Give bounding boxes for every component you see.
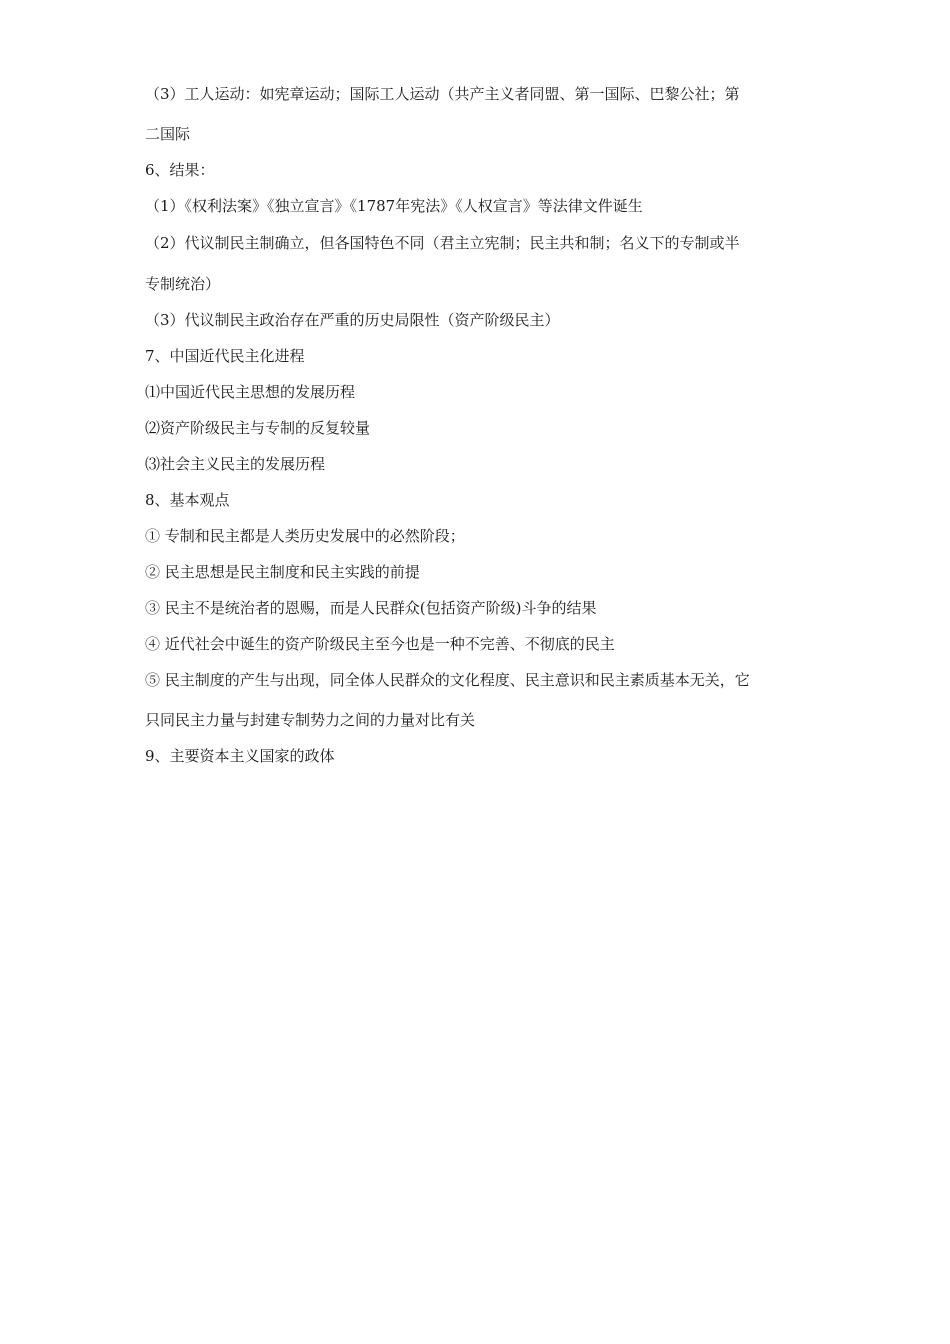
section-heading: 6、结果： — [145, 161, 215, 179]
text-line: ⑴中国近代民主思想的发展历程 — [145, 383, 356, 401]
text-line: ④ 近代社会中诞生的资产阶级民主至今也是一种不完善、不彻底的民主 — [145, 635, 615, 653]
section-heading: 9、主要资本主义国家的政体 — [145, 747, 335, 765]
section-heading: 7、中国近代民主化进程 — [145, 347, 305, 365]
text-line: ③ 民主不是统治者的恩赐，而是人民群众(包括资产阶级)斗争的结果 — [145, 599, 597, 617]
section-heading: 8、基本观点 — [145, 491, 230, 509]
text-line: ⑤ 民主制度的产生与出现，同全体人民群众的文化程度、民主意识和民主素质基本无关，它 — [145, 671, 750, 689]
text-line: 只同民主力量与封建专制势力之间的力量对比有关 — [145, 711, 476, 729]
text-line: （3）代议制民主政治存在严重的历史局限性（资产阶级民主） — [145, 311, 560, 329]
text-line: ① 专制和民主都是人类历史发展中的必然阶段； — [145, 527, 465, 545]
text-line: （2）代议制民主制确立，但各国特色不同（君主立宪制；民主共和制；名义下的专制或半 — [145, 234, 740, 252]
text-line: （3）工人运动：如宪章运动；国际工人运动（共产主义者同盟、第一国际、巴黎公社；第 — [145, 85, 740, 103]
text-line: ⑵资产阶级民主与专制的反复较量 — [145, 419, 371, 437]
text-line: 专制统治） — [145, 275, 221, 293]
text-line: ② 民主思想是民主制度和民主实践的前提 — [145, 563, 420, 581]
text-line: （1）《权利法案》《独立宣言》《1787年宪法》《人权宣言》等法律文件诞生 — [145, 197, 643, 215]
text-line: ⑶社会主义民主的发展历程 — [145, 455, 326, 473]
text-line: 二国际 — [145, 125, 191, 143]
